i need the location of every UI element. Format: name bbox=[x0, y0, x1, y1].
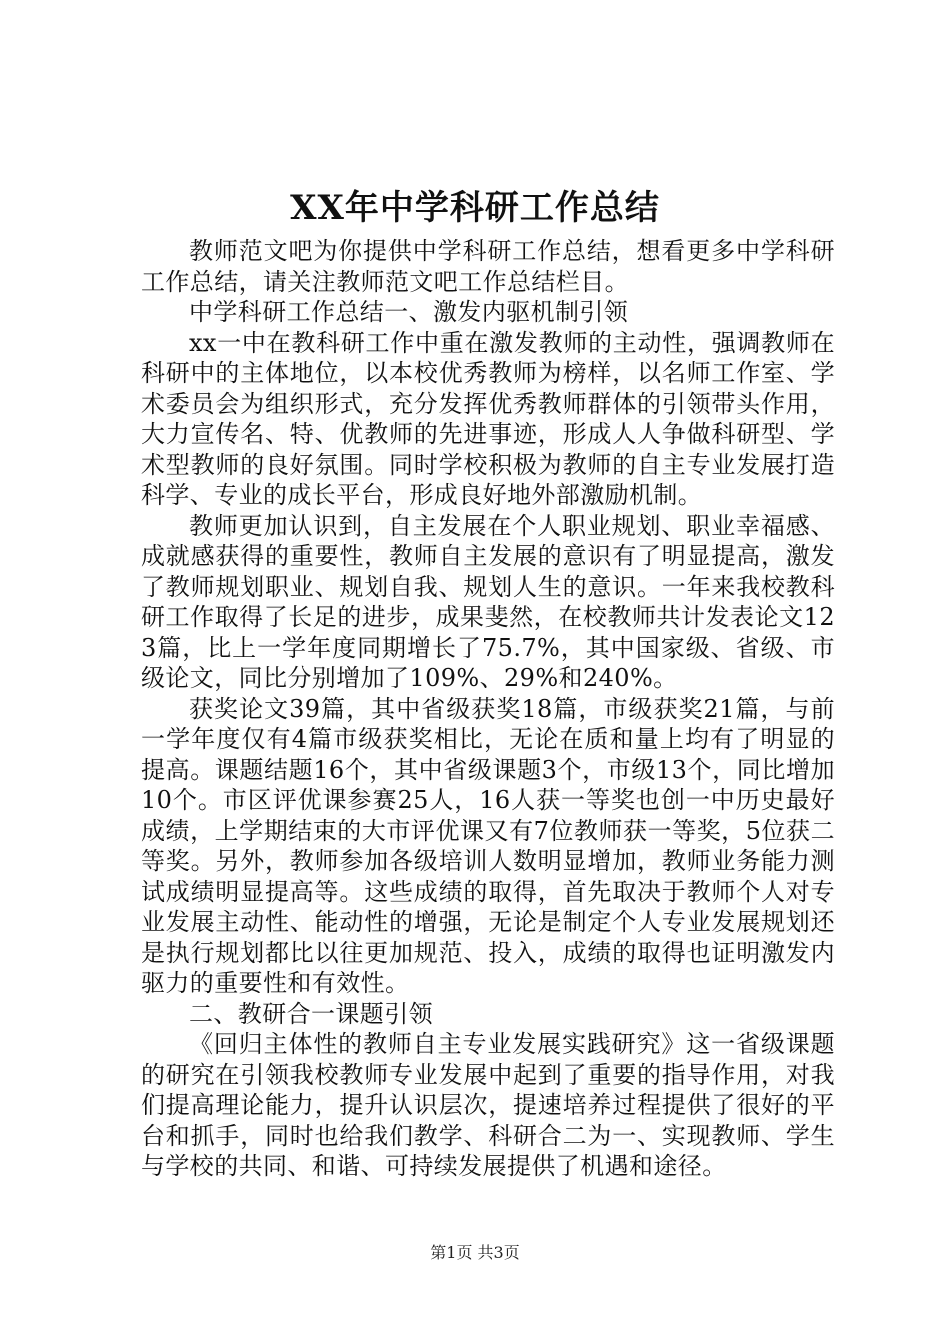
document-body bbox=[141, 236, 835, 1182]
paragraph-intro: 教师范文吧为你提供中学科研工作总结，想看更多中学科研工作总结，请关注教师范文吧工作总结栏目。 bbox=[141, 237, 835, 296]
page-footer: 第1页 共3页 bbox=[430, 1243, 520, 1262]
section-heading-2: 二、教研合一课题引领 bbox=[189, 999, 433, 1028]
paragraph-awareness: 教师更加认识到，自主发展在个人职业规划、职业幸福感、成就感获得的重要性，教师自主发展的意识有了明显提高，激发了教师规划职业、规划自我、规划人生的意识。一年来我校教科研工作取得了长足的进步，成果斐然，在校教师共计发表论文123篇，比上一学年度同期增长了75.7%，其中国家级、省级、市级论文，同比分别增加了109%、29%和240%。 bbox=[141, 511, 835, 692]
document-title: XX年中学科研工作总结 bbox=[290, 188, 660, 228]
paragraph-research: 《回归主体性的教师自主专业发展实践研究》这一省级课题的研究在引领我校教师专业发展中起到了重要的指导作用，对我们提高理论能力，提升认识层次，提速培养过程提供了很好的平台和抓手，同时也给我们教学、科研合二为一、实现教师、学生与学校的共同、和谐、可持续发展提供了机遇和途径。 bbox=[141, 1030, 835, 1180]
section-heading-1: 中学科研工作总结一、激发内驱机制引领 bbox=[189, 298, 629, 326]
paragraph-awards: 获奖论文39篇，其中省级获奖18篇，市级获奖21篇，与前一学年度仅有4篇市级获奖相比，无论在质和量上均有了明显的提高。课题结题16个，其中省级课题3个，市级13个，同比增加10个。市区评优课参赛25人，16人获一等奖也创一中历史最好成绩，上学期结束的大市评优课又有7位教师获一等奖，5位获二等奖。另外，教师参加各级培训人数明显增加，教师业务能力测试成绩明显提高等。这些成绩的取得，首先取决于教师个人对专业发展主动性、能动性的增强，无论是制定个人专业发展规划还是执行规划都比以往更加规范、投入，成绩的取得也证明激发内驱力的重要性和有效性。 bbox=[141, 694, 835, 997]
paragraph-mechanism: xx一中在教科研工作中重在激发教师的主动性，强调教师在科研中的主体地位，以本校优秀教师为榜样，以名师工作室、学术委员会为组织形式，充分发挥优秀教师群体的引领带头作用，大力宣传名、特、优教师的先进事迹，形成人人争做科研型、学术型教师的良好氛围。同时学校积极为教师的自主专业发展打造科学、专业的成长平台，形成良好地外部激励机制。 bbox=[141, 328, 835, 509]
